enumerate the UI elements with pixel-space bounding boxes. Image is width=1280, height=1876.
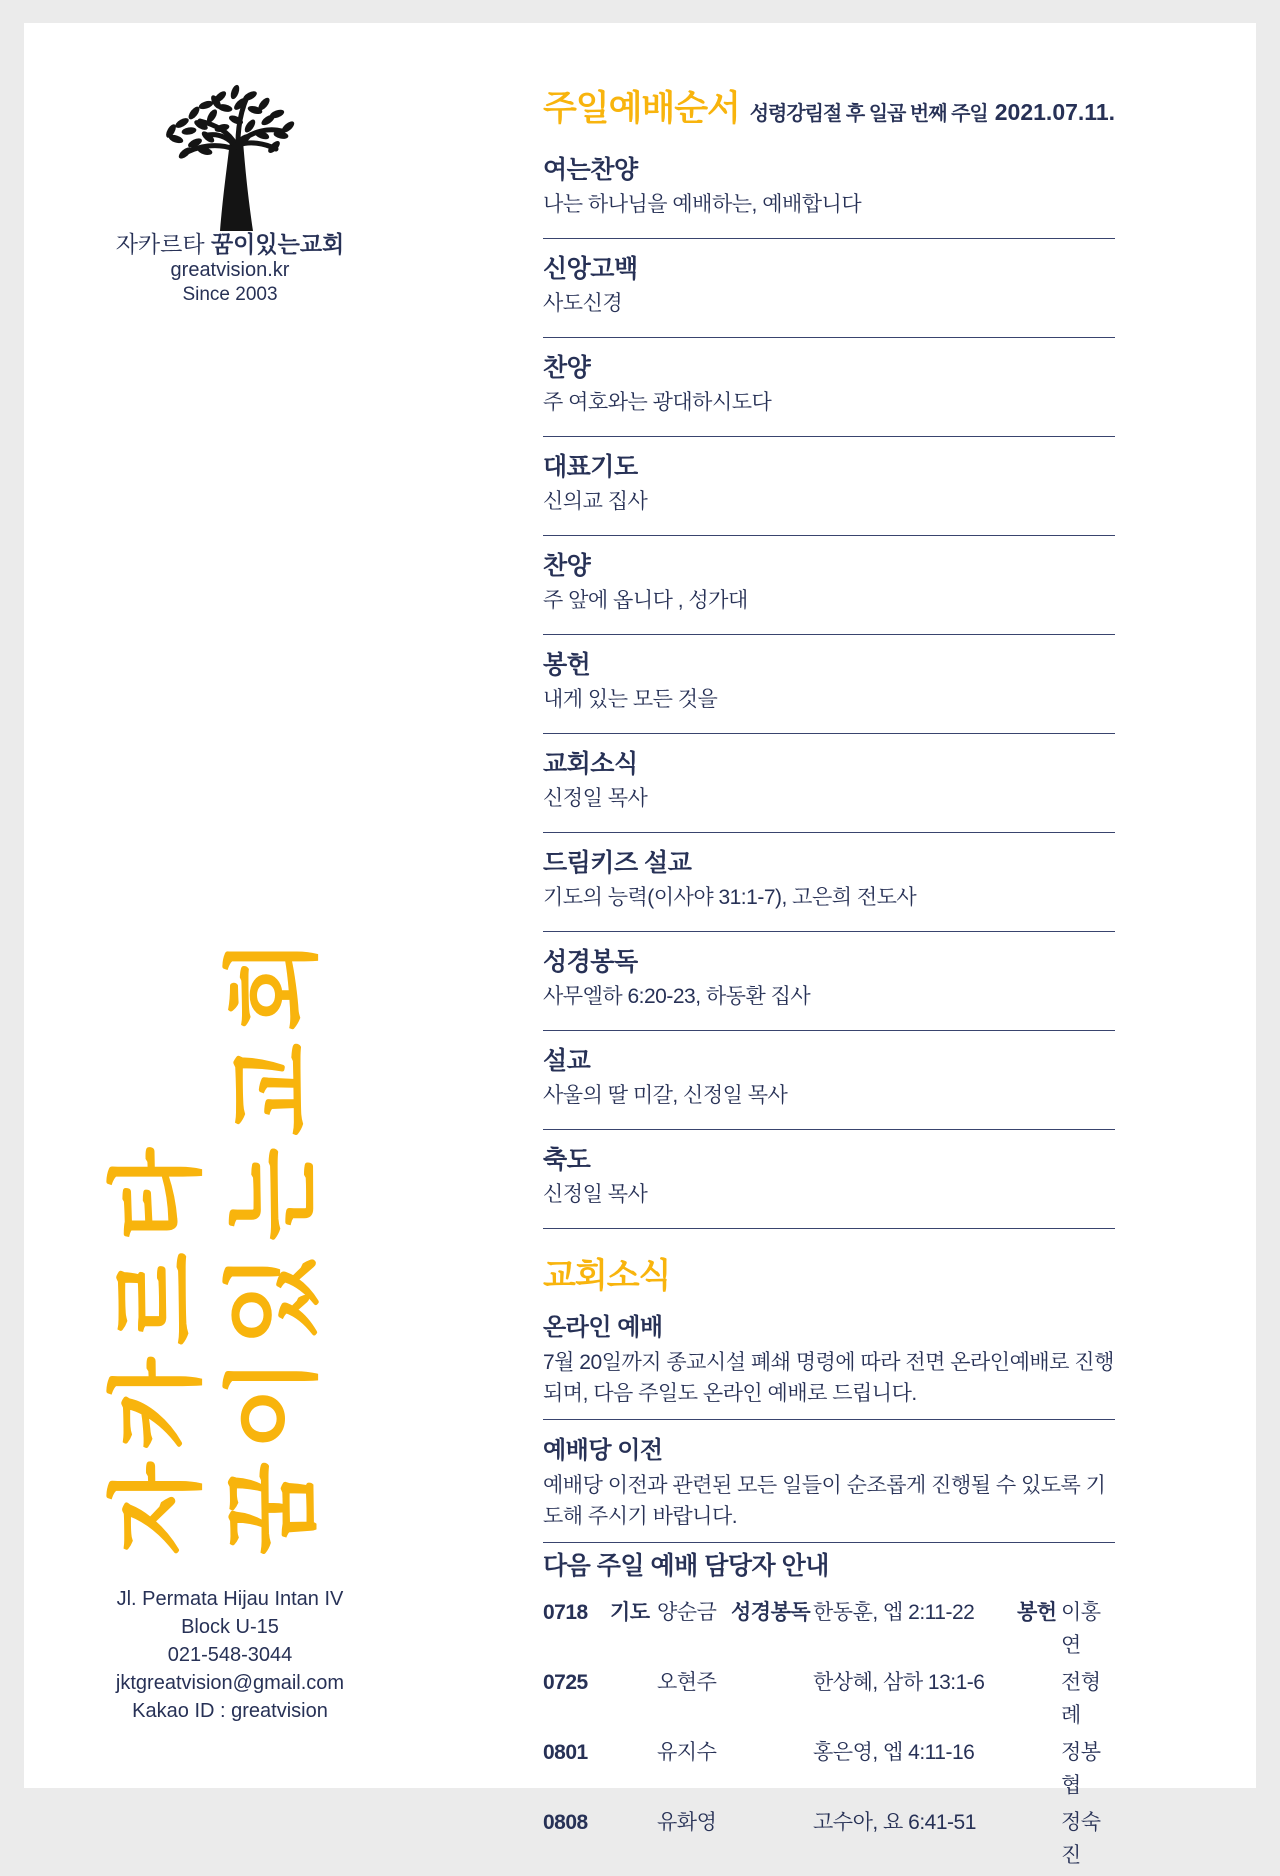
church-website: greatvision.kr (170, 259, 290, 281)
worship-item-detail: 주 앞에 옵니다 , 성가대 (543, 589, 748, 612)
vertical-wordmark-line2: 꿈이있는교회 (220, 926, 327, 1555)
schedule-prayer-name: 유화영 (657, 1811, 717, 1834)
news-item-title: 예배당 이전 (543, 1437, 663, 1464)
schedule-offering-name: 정숙진 (1061, 1811, 1101, 1867)
worship-item (543, 833, 1115, 932)
worship-item-title: 봉헌 (543, 651, 591, 679)
schedule-role-prayer (610, 1736, 657, 1802)
worship-item-detail: 신정일 목사 (543, 1183, 648, 1206)
worship-item (543, 437, 1115, 536)
news-item-title: 온라인 예배 (543, 1314, 663, 1341)
worship-item-detail: 사무엘하 6:20-23, 하동환 집사 (543, 985, 811, 1008)
worship-item-detail: 신정일 목사 (543, 787, 648, 810)
worship-item (543, 140, 1115, 239)
schedule-role-reading (731, 1736, 813, 1802)
worship-item-title: 대표기도 (543, 453, 638, 481)
worship-item-detail: 사울의 딸 미갈, 신정일 목사 (543, 1084, 788, 1107)
schedule-role-offering (1017, 1736, 1061, 1802)
worship-item-title: 설교 (543, 1047, 591, 1075)
worship-item (543, 338, 1115, 437)
schedule-role-offering (1017, 1806, 1061, 1872)
schedule-role-prayer (610, 1806, 657, 1872)
schedule-row (543, 1736, 1115, 1802)
worship-item-title: 찬양 (543, 354, 591, 382)
schedule-date: 0718 (543, 1601, 588, 1624)
worship-item-title: 드림키즈 설교 (543, 849, 692, 877)
church-since: Since 2003 (182, 284, 278, 305)
worship-order-header (543, 81, 1115, 128)
worship-season-label: 성령강림절 후 일곱 번째 주일 (749, 103, 988, 125)
schedule-role-offering: 봉헌 (1017, 1601, 1057, 1624)
contact-email: jktgreatvision@gmail.com (115, 1672, 345, 1694)
worship-item (543, 1130, 1115, 1229)
schedule-prayer-name: 오현주 (657, 1671, 717, 1694)
bulletin-page (24, 23, 1256, 1867)
worship-item-detail: 기도의 능력(이사야 31:1-7), 고은희 전도사 (543, 886, 917, 909)
contact-phone: 021-548-3044 (167, 1644, 293, 1666)
schedule-prayer-name: 양순금 (657, 1601, 717, 1624)
worship-item (543, 734, 1115, 833)
news-item (543, 1420, 1115, 1543)
worship-item-detail: 나는 하나님을 예배하는, 예배합니다 (543, 193, 862, 216)
contact-address-line2: Block U-15 (181, 1616, 279, 1638)
schedule-date: 0808 (543, 1811, 588, 1834)
schedule-row (543, 1806, 1115, 1872)
worship-item (543, 536, 1115, 635)
worship-item (543, 239, 1115, 338)
next-week-schedule (543, 1543, 1115, 1872)
schedule-row (543, 1596, 1115, 1662)
tree-logo-icon (150, 83, 310, 231)
news-item-body: 7월 20일까지 종교시설 폐쇄 명령에 따라 전면 온라인예배로 진행되며, 다음 주일도 온라인 예배로 드립니다. (543, 1351, 1114, 1405)
worship-item-title: 신앙고백 (543, 255, 638, 283)
worship-item-title: 교회소식 (543, 750, 638, 778)
schedule-row (543, 1666, 1115, 1732)
schedule-role-prayer: 기도 (610, 1601, 650, 1624)
contact-kakao-id: Kakao ID : greatvision (132, 1700, 328, 1722)
schedule-date: 0725 (543, 1671, 588, 1694)
news-item-body: 예배당 이전과 관련된 모든 일들이 순조롭게 진행될 수 있도록 기도해 주시기 바랍니다. (543, 1474, 1106, 1528)
contact-address-line1: Jl. Permata Hijau Intan IV (116, 1588, 344, 1610)
worship-item-detail: 신의교 집사 (543, 490, 648, 513)
schedule-reading-name: 한상혜, 삼하 13:1-6 (813, 1671, 985, 1694)
schedule-offering-name: 이홍연 (1061, 1601, 1101, 1657)
worship-item (543, 1031, 1115, 1130)
schedule-reading-name: 한동훈, 엡 2:11-22 (813, 1601, 975, 1624)
schedule-title: 다음 주일 예배 담당자 안내 (543, 1552, 829, 1580)
worship-order-title: 주일예배순서 (543, 89, 740, 128)
church-name-prefix: 자카르타 (115, 231, 205, 257)
schedule-date: 0801 (543, 1741, 588, 1764)
worship-order-subtitle (750, 97, 1115, 126)
schedule-prayer-name: 유지수 (657, 1741, 717, 1764)
worship-item-title: 성경봉독 (543, 948, 638, 976)
worship-date: 2021.07.11. (994, 99, 1115, 125)
vertical-wordmark-line1: 자카르타 (104, 1136, 211, 1555)
worship-order-column (543, 81, 1115, 1876)
worship-item (543, 932, 1115, 1031)
worship-item-title: 찬양 (543, 552, 591, 580)
worship-item-detail: 내게 있는 모든 것을 (543, 688, 718, 711)
news-item (543, 1297, 1115, 1420)
schedule-offering-name: 전형례 (1061, 1671, 1101, 1727)
worship-item-detail: 주 여호와는 광대하시도다 (543, 391, 772, 414)
schedule-offering-name: 정봉협 (1061, 1741, 1101, 1797)
schedule-reading-name: 고수아, 요 6:41-51 (813, 1811, 976, 1834)
church-name-main: 꿈이있는교회 (210, 231, 345, 257)
worship-item (543, 635, 1115, 734)
schedule-role-reading: 성경봉독 (731, 1601, 811, 1624)
schedule-role-reading (731, 1806, 813, 1872)
schedule-role-reading (731, 1666, 813, 1732)
contact-block (70, 1585, 390, 1725)
worship-item-detail: 사도신경 (543, 292, 623, 315)
schedule-role-prayer (610, 1666, 657, 1732)
schedule-reading-name: 홍은영, 엡 4:11-16 (813, 1741, 975, 1764)
church-news-heading: 교회소식 (543, 1257, 671, 1295)
schedule-role-offering (1017, 1666, 1061, 1732)
church-name (90, 231, 370, 257)
worship-item-title: 여는찬양 (543, 156, 638, 184)
church-identity (90, 83, 370, 307)
vertical-wordmark (100, 813, 332, 1555)
worship-item-title: 축도 (543, 1146, 591, 1174)
